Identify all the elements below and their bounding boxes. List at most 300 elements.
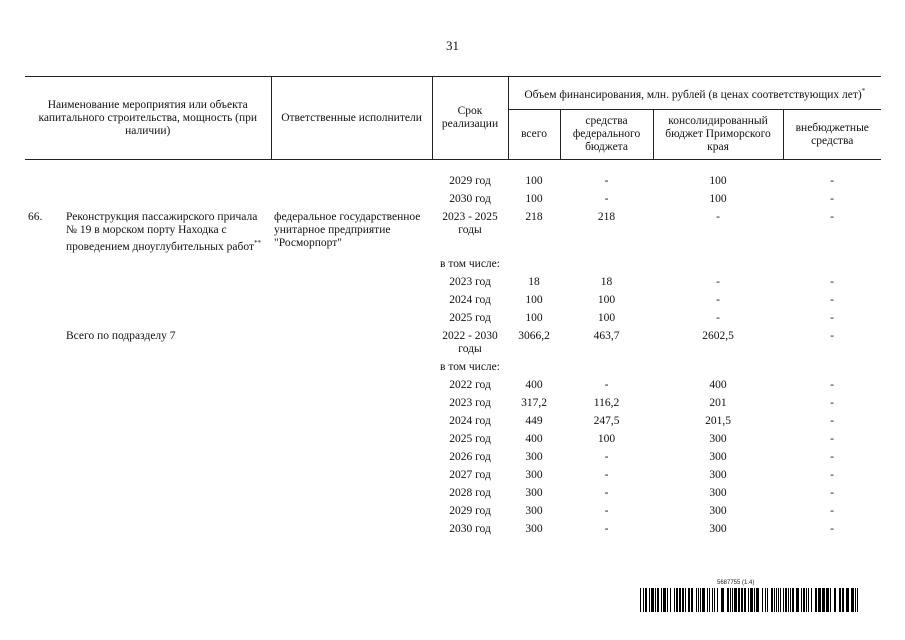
barcode-bar [707, 588, 708, 612]
row-number [25, 310, 63, 328]
row-consolidated [653, 208, 783, 256]
barcode-bar [783, 588, 784, 612]
spacer-cell [25, 160, 881, 173]
row-offbudget-text: - [830, 210, 834, 223]
table-row [25, 485, 881, 503]
barcode [640, 588, 858, 612]
barcode-bar [796, 588, 799, 612]
barcode-bar [834, 588, 836, 612]
barcode-bar [738, 588, 740, 612]
header-total: всего [508, 110, 560, 160]
row-consolidated-text: 300 [709, 523, 727, 536]
row-term [432, 328, 508, 359]
row-number [25, 190, 63, 208]
row-offbudget [783, 256, 881, 274]
barcode-bar [765, 588, 766, 612]
barcode-bar [790, 588, 791, 612]
row-number [25, 377, 63, 395]
row-federal-text: - [604, 505, 609, 518]
row-total-text: 300 [525, 487, 543, 500]
barcode-bar [667, 588, 668, 612]
row-responsible [271, 256, 432, 274]
table-row [25, 377, 881, 395]
row-term [432, 256, 508, 274]
row-name [63, 485, 271, 503]
row-term-text: 2022 год [449, 379, 491, 392]
row-federal [560, 208, 653, 256]
table-row [25, 274, 881, 292]
barcode-bar [657, 588, 659, 612]
barcode-bar [822, 588, 825, 612]
barcode-bar [771, 588, 773, 612]
barcode-bar [826, 588, 829, 612]
barcode-bar [640, 588, 641, 612]
row-name [63, 172, 271, 190]
row-total-text: 300 [525, 505, 543, 518]
row-total [508, 449, 560, 467]
row-federal-text: 463,7 [593, 330, 620, 343]
table-row [25, 413, 881, 431]
barcode-bar [756, 588, 759, 612]
row-consolidated-text: 100 [709, 192, 727, 205]
row-consolidated-text: 300 [709, 433, 727, 446]
row-federal-text: 247,5 [593, 415, 620, 428]
row-total [508, 521, 560, 539]
row-name [63, 431, 271, 449]
row-total [508, 395, 560, 413]
barcode-bar [815, 588, 817, 612]
header-term: Срок реализации [432, 77, 508, 160]
row-federal [560, 377, 653, 395]
row-term-text: 2030 год [449, 523, 491, 536]
row-consolidated [653, 449, 783, 467]
header-responsible: Ответственные исполнители [271, 77, 432, 160]
row-name [63, 208, 271, 256]
row-responsible [271, 413, 432, 431]
barcode-bar [811, 588, 812, 612]
row-name-mark: ** [253, 238, 261, 247]
row-offbudget-text: - [830, 276, 834, 289]
barcode-bar [651, 588, 654, 612]
row-consolidated [653, 274, 783, 292]
row-total-text: 300 [525, 451, 543, 464]
row-term-text: 2023 - 2025 годы [442, 210, 498, 236]
barcode-bar [732, 588, 733, 612]
row-number [25, 292, 63, 310]
row-consolidated-text: 2602,5 [702, 330, 734, 343]
row-offbudget-text: - [830, 174, 834, 187]
row-total-text: 100 [525, 174, 543, 187]
barcode-bar [806, 588, 807, 612]
barcode-bar [803, 588, 805, 612]
barcode-bar [855, 588, 856, 612]
row-number [25, 485, 63, 503]
row-consolidated [653, 256, 783, 274]
row-consolidated-text: - [716, 210, 720, 223]
row-offbudget-text: - [830, 192, 834, 205]
row-consolidated [653, 172, 783, 190]
table-row [25, 172, 881, 190]
barcode-bar [643, 588, 644, 612]
row-offbudget-text: - [830, 505, 834, 518]
row-total [508, 208, 560, 256]
barcode-caption: 5687755 (1.4) [717, 580, 755, 586]
barcode-bar [655, 588, 656, 612]
row-total [508, 310, 560, 328]
row-offbudget-text: - [830, 330, 834, 343]
row-responsible [271, 521, 432, 539]
row-federal [560, 328, 653, 359]
barcode-bar [741, 588, 743, 612]
table-row [25, 521, 881, 539]
row-federal-text: - [604, 174, 609, 187]
row-offbudget [783, 310, 881, 328]
barcode-bar [679, 588, 681, 612]
row-federal [560, 395, 653, 413]
row-total-text: 300 [525, 523, 543, 536]
row-term-text: 2024 год [449, 415, 491, 428]
barcode-bar [688, 588, 690, 612]
row-total-text: 300 [525, 469, 543, 482]
row-federal-text: - [604, 451, 609, 464]
row-offbudget [783, 395, 881, 413]
barcode-bar [762, 588, 763, 612]
row-term-text: 2026 год [449, 451, 491, 464]
table-body [25, 160, 881, 539]
row-federal-text: 100 [597, 312, 616, 325]
row-offbudget [783, 328, 881, 359]
row-federal-text: - [604, 523, 609, 536]
table-row [25, 310, 881, 328]
row-consolidated-text: 300 [709, 469, 727, 482]
row-total-text: 218 [525, 210, 543, 223]
row-total [508, 485, 560, 503]
row-federal [560, 521, 653, 539]
row-name [63, 413, 271, 431]
row-consolidated-text: 400 [709, 379, 727, 392]
row-federal [560, 431, 653, 449]
row-responsible-text: федеральное государственное унитарное предприятие "Росморпорт" [274, 210, 421, 249]
row-name [63, 190, 271, 208]
row-name [63, 503, 271, 521]
row-federal-text: 218 [597, 210, 616, 223]
barcode-bar [776, 588, 777, 612]
row-responsible [271, 359, 432, 377]
barcode-bar [674, 588, 675, 612]
financing-table [25, 76, 881, 539]
row-term-text: 2024 год [449, 294, 491, 307]
row-number [25, 413, 63, 431]
row-consolidated-text: 201 [709, 397, 727, 410]
row-term-text: в том числе: [440, 361, 500, 374]
row-number-text: 66. [28, 210, 43, 223]
row-total-text: 400 [525, 433, 543, 446]
barcode-bar [682, 588, 684, 612]
row-federal-text: - [604, 487, 609, 500]
row-total [508, 190, 560, 208]
barcode-bar [792, 588, 794, 612]
row-term [432, 208, 508, 256]
row-offbudget [783, 190, 881, 208]
row-offbudget-text: - [830, 312, 834, 325]
row-responsible [271, 292, 432, 310]
row-offbudget [783, 449, 881, 467]
table-row [25, 449, 881, 467]
barcode-bar [846, 588, 849, 612]
row-name-text: Всего по подразделу 7 [66, 330, 176, 343]
row-consolidated [653, 377, 783, 395]
row-federal [560, 256, 653, 274]
row-offbudget-text: - [830, 379, 834, 392]
row-consolidated-text: 300 [709, 505, 727, 518]
row-federal-text: - [604, 192, 609, 205]
row-consolidated [653, 503, 783, 521]
row-name [63, 292, 271, 310]
row-offbudget-text: - [830, 469, 834, 482]
row-offbudget [783, 208, 881, 256]
barcode-bar [754, 588, 755, 612]
row-number [25, 328, 63, 359]
row-federal-text: 116,2 [593, 397, 620, 410]
row-term [432, 413, 508, 431]
row-name [63, 359, 271, 377]
row-federal [560, 359, 653, 377]
barcode-bar [676, 588, 678, 612]
row-offbudget [783, 503, 881, 521]
row-consolidated-text: - [716, 294, 720, 307]
table-row [25, 467, 881, 485]
row-responsible [271, 449, 432, 467]
row-term-text: 2030 год [449, 192, 491, 205]
row-total [508, 274, 560, 292]
row-total [508, 172, 560, 190]
row-number [25, 172, 63, 190]
row-consolidated [653, 292, 783, 310]
header-funding-mark: * [861, 86, 866, 95]
row-number [25, 256, 63, 274]
header-name: Наименование мероприятия или объекта капитального строительства, мощность (при наличии) [25, 77, 271, 160]
row-name [63, 467, 271, 485]
row-name [63, 449, 271, 467]
barcode-bar [691, 588, 693, 612]
row-consolidated-text: 100 [709, 174, 727, 187]
barcode-bar [685, 588, 686, 612]
row-term-text: 2028 год [449, 487, 491, 500]
barcode-bar [767, 588, 768, 612]
row-number [25, 395, 63, 413]
row-consolidated-text: 300 [709, 487, 727, 500]
row-offbudget-text: - [830, 397, 834, 410]
row-responsible [271, 172, 432, 190]
row-federal [560, 274, 653, 292]
table-row [25, 359, 881, 377]
row-term [432, 310, 508, 328]
header-funding-text: Объем финансирования, млн. рублей (в ценах соответствующих лет) [524, 88, 862, 101]
row-federal-text: - [604, 379, 609, 392]
row-offbudget [783, 431, 881, 449]
row-name [63, 274, 271, 292]
row-number [25, 274, 63, 292]
row-consolidated [653, 431, 783, 449]
row-offbudget [783, 521, 881, 539]
barcode-bar [801, 588, 802, 612]
row-offbudget-text: - [830, 523, 834, 536]
row-consolidated [653, 359, 783, 377]
row-responsible [271, 485, 432, 503]
barcode-bar [709, 588, 710, 612]
row-federal-text: 100 [597, 433, 616, 446]
row-term-text: 2023 год [449, 397, 491, 410]
barcode-bar [818, 588, 821, 612]
barcode-bar [750, 588, 753, 612]
barcode-bar [780, 588, 781, 612]
table-header [25, 77, 881, 160]
row-name [63, 328, 271, 359]
barcode-bar [717, 588, 718, 612]
row-consolidated [653, 485, 783, 503]
row-term-text: 2023 год [449, 276, 491, 289]
table-row [25, 208, 881, 256]
row-name [63, 310, 271, 328]
row-total [508, 431, 560, 449]
table-row [25, 292, 881, 310]
barcode-bar [839, 588, 841, 612]
row-offbudget [783, 274, 881, 292]
barcode-bar [670, 588, 671, 612]
row-total [508, 359, 560, 377]
row-responsible [271, 467, 432, 485]
row-consolidated-text: 300 [709, 451, 727, 464]
row-total [508, 413, 560, 431]
row-responsible [271, 274, 432, 292]
row-number [25, 359, 63, 377]
table-row [25, 431, 881, 449]
row-term-text: 2022 - 2030 годы [442, 330, 498, 356]
row-responsible [271, 431, 432, 449]
row-federal [560, 485, 653, 503]
row-number [25, 467, 63, 485]
barcode-bar [714, 588, 715, 612]
row-responsible [271, 208, 432, 256]
table-row [25, 190, 881, 208]
barcode-bar [649, 588, 650, 612]
row-total [508, 256, 560, 274]
row-term-text: 2025 год [449, 312, 491, 325]
row-offbudget-text: - [830, 433, 834, 446]
row-offbudget [783, 172, 881, 190]
row-total-text: 449 [525, 415, 543, 428]
barcode-bar [661, 588, 662, 612]
row-name [63, 256, 271, 274]
header-federal: средства федерального бюджета [560, 110, 653, 160]
row-consolidated-text: - [716, 276, 720, 289]
table-row [25, 395, 881, 413]
table-row [25, 503, 881, 521]
row-federal-text: 18 [600, 276, 613, 289]
row-term [432, 467, 508, 485]
row-total [508, 292, 560, 310]
table-row [25, 256, 881, 274]
barcode-bar [778, 588, 779, 612]
row-offbudget [783, 377, 881, 395]
barcode-bar [700, 588, 701, 612]
header-funding [508, 77, 881, 110]
barcode-bar [851, 588, 854, 612]
row-responsible [271, 190, 432, 208]
row-total-text: 100 [525, 312, 543, 325]
row-number [25, 449, 63, 467]
row-total-text: 100 [525, 192, 543, 205]
row-federal [560, 172, 653, 190]
row-number [25, 503, 63, 521]
row-total-text: 100 [525, 294, 543, 307]
row-federal [560, 503, 653, 521]
row-federal [560, 413, 653, 431]
row-federal [560, 467, 653, 485]
row-term [432, 503, 508, 521]
row-federal-text: 100 [597, 294, 616, 307]
row-consolidated-text: - [716, 312, 720, 325]
barcode-bar [842, 588, 844, 612]
row-number [25, 208, 63, 256]
barcode-bar [721, 588, 724, 612]
barcode-bar [744, 588, 746, 612]
row-number [25, 521, 63, 539]
row-consolidated [653, 328, 783, 359]
row-offbudget [783, 292, 881, 310]
barcode-bar [712, 588, 713, 612]
row-consolidated-text: 201,5 [705, 415, 731, 428]
row-offbudget [783, 485, 881, 503]
row-consolidated [653, 395, 783, 413]
table-row [25, 328, 881, 359]
barcode-bar [748, 588, 749, 612]
row-consolidated [653, 521, 783, 539]
row-consolidated [653, 467, 783, 485]
row-federal [560, 190, 653, 208]
barcode-bar [663, 588, 666, 612]
row-total-text: 18 [528, 276, 540, 289]
row-term [432, 521, 508, 539]
row-total-text: 400 [525, 379, 543, 392]
row-name-text: Реконструкция пассажирского причала № 19 в морском порту Находка с проведением дноуглубительных работ [66, 210, 258, 253]
row-offbudget-text: - [830, 415, 834, 428]
row-term [432, 274, 508, 292]
row-offbudget-text: - [830, 451, 834, 464]
barcode-bar [696, 588, 697, 612]
row-name [63, 377, 271, 395]
row-term [432, 449, 508, 467]
row-offbudget [783, 413, 881, 431]
row-consolidated [653, 310, 783, 328]
row-total [508, 377, 560, 395]
header-offbudget: внебюджетные средства [783, 110, 881, 160]
row-term-text: 2025 год [449, 433, 491, 446]
row-term-text: 2029 год [449, 174, 491, 187]
row-term-text: в том числе: [440, 258, 500, 271]
barcode-bar [830, 588, 831, 612]
barcode-bar [808, 588, 809, 612]
barcode-bar [730, 588, 731, 612]
spacer-row [25, 160, 881, 173]
row-number [25, 431, 63, 449]
row-responsible [271, 310, 432, 328]
row-term-text: 2029 год [449, 505, 491, 518]
row-federal [560, 292, 653, 310]
row-term-text: 2027 год [449, 469, 491, 482]
row-offbudget [783, 359, 881, 377]
row-term [432, 395, 508, 413]
